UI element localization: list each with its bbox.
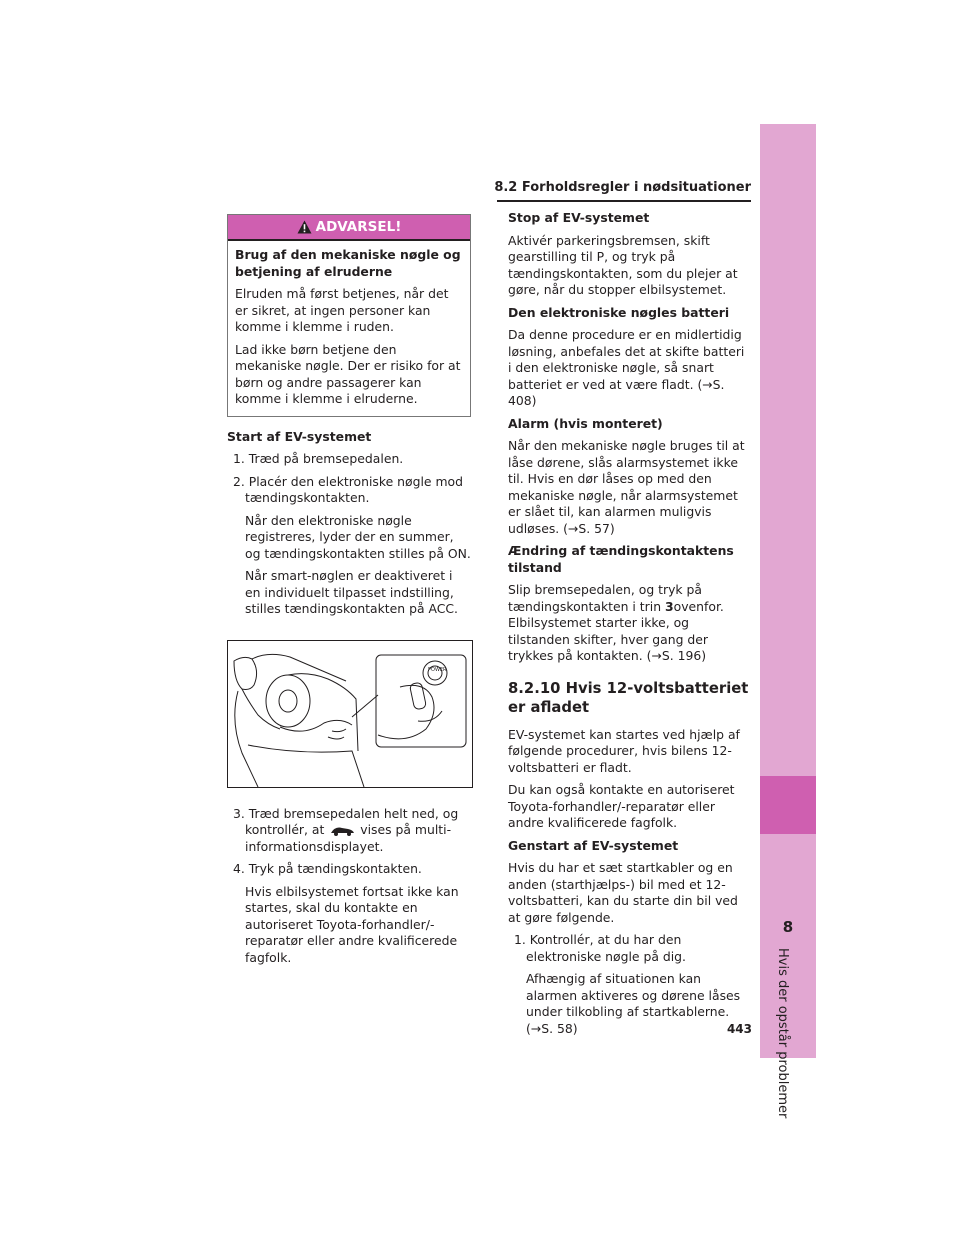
battery-text: Da denne procedure er en midlertidig løsning, anbefales det at skifte batteri i den elektroniske nøgle, så snart batteriet er ved at være fladt. (→S. 408)	[508, 327, 745, 408]
subsection-text: Du kan også kontakte en autoriseret Toyota-forhandler/-reparatør eller andre kvalificerede fagfolk.	[508, 782, 735, 830]
battery-heading: Den elektroniske nøgles batteri	[508, 304, 730, 320]
step-4: 4. Tryk på tændingskontakten.	[233, 861, 422, 876]
chapter-title: Hvis der opstår problemer	[775, 948, 790, 1119]
step-3-text-end: vises på multi-informationsdisplayet.	[245, 822, 452, 854]
change-text-end: ovenfor. Elbilsystemet starter ikke, og tilstanden skifter, hver gang der trykkes på kontakten. (→S. 196)	[508, 598, 724, 663]
stop-heading: Stop af EV-systemet	[508, 210, 650, 225]
change-text-start: Slip bremsepedalen, og tryk på tændingskontakten i trin	[508, 582, 702, 614]
ready-indicator-icon	[328, 825, 356, 836]
power-button-label: POWER	[428, 666, 447, 673]
step-2-note: Når smart-nøglen er deaktiveret i en individuelt tilpasset indstilling, stilles tændingskontakten på ACC.	[245, 568, 458, 616]
right-column	[508, 210, 750, 1043]
warning-heading: Brug af den mekaniske nøgle og betjening af elruderne	[235, 247, 461, 279]
section-rule	[497, 200, 751, 202]
change-text	[508, 582, 750, 665]
alarm-text: Når den mekaniske nøgle bruges til at låse dørene, slås alarmsystemet ikke til. Hvis en dør låses op med den mekaniske nøgle, når alarmsystemet er slået til, kan alarmen muligvis udløses. (→S. 57)	[508, 438, 745, 536]
warning-paragraph: Elruden må først betjenes, når det er sikret, at ingen personer kan komme i klemme i ruden.	[235, 286, 449, 334]
start-illustration	[227, 640, 473, 788]
start-heading: Start af EV-systemet	[227, 428, 372, 444]
warning-box	[227, 214, 471, 417]
warning-title: ADVARSEL!	[315, 218, 402, 235]
chapter-marker	[760, 776, 816, 834]
driver-illustration	[228, 641, 472, 787]
step-1: 1. Træd på bremsepedalen.	[233, 451, 404, 466]
stop-text: Aktivér parkeringsbremsen, skift gearstilling til P, og tryk på tændingskontakten, som du plejer at gøre, når du stopper elbilsystemet.	[508, 232, 738, 297]
chapter-sidebar	[760, 124, 816, 1119]
left-column	[227, 214, 471, 972]
warning-header	[228, 215, 470, 241]
page-number: 443	[726, 1022, 752, 1036]
step-3-text: 3. Træd bremsepedalen helt ned, og kontrollér, at	[233, 805, 459, 837]
section-header: 8.2 Forholdsregler i nødsituationer	[494, 180, 751, 195]
step-2: 2. Placér den elektroniske nøgle mod tændingskontakten.	[233, 473, 464, 505]
subsection-heading: 8.2.10 Hvis 12-voltsbatteriet er afladet	[508, 679, 749, 716]
restart-step-1-note: Afhængig af situationen kan alarmen aktiveres og dørene låses under tilkobling af startkablerne. (→S. 58)	[526, 971, 741, 1036]
warning-icon	[297, 220, 312, 234]
chapter-number: 8	[782, 918, 794, 936]
warning-paragraph: Lad ikke børn betjene den mekaniske nøgle. Der er risiko for at børn og andre passagerer kan komme i klemme i elruderne.	[235, 341, 461, 406]
restart-text: Hvis du har et sæt startkabler og en anden (starthjælps-) bil med et 12-voltsbatteri, kan du starte din bil ved at gøre følgende.	[508, 860, 738, 925]
change-step-number: 3	[665, 598, 674, 614]
step-3	[227, 806, 471, 856]
restart-step-1: 1. Kontrollér, at du har den elektroniske nøgle på dig.	[514, 932, 686, 964]
alarm-heading: Alarm (hvis monteret)	[508, 415, 663, 431]
step-4-note: Hvis elbilsystemet fortsat ikke kan startes, skal du kontakte en autoriseret Toyota-forhandler/-reparatør eller andre kvalificerede fagfolk.	[245, 883, 459, 965]
restart-heading: Genstart af EV-systemet	[508, 837, 679, 853]
step-2-note: Når den elektroniske nøgle registreres, lyder der en summer, og tændingskontakten stilles på ON.	[245, 512, 471, 561]
warning-body	[228, 241, 470, 416]
subsection-text: EV-systemet kan startes ved hjælp af følgende procedurer, hvis bilens 12-voltsbatteri er fladt.	[508, 726, 740, 775]
change-heading: Ændring af tændingskontaktens tilstand	[508, 543, 734, 575]
